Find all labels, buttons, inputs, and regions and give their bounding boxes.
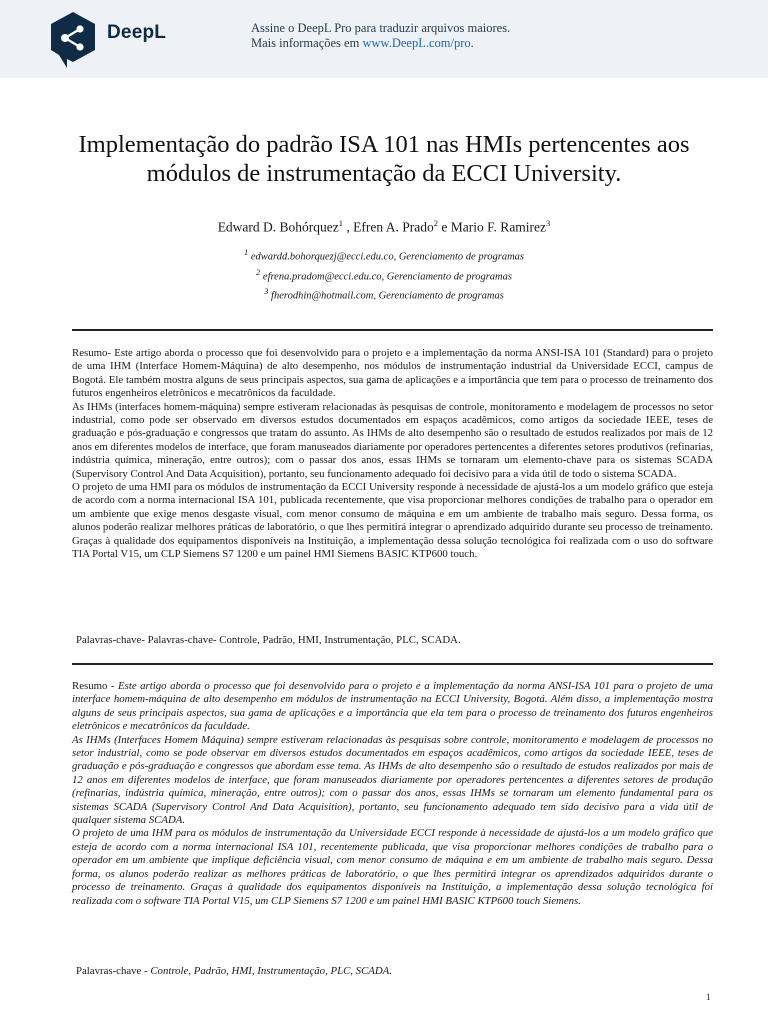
author-sup: 3 <box>546 218 551 228</box>
promo-line-1: Assine o DeepL Pro para traduzir arquivos maiores. <box>251 21 511 35</box>
abstract-2-paragraph-3: O projeto de uma IHM para os módulos de instrumentação da Universidade ECCI responde à necessidade de ajustá-los a um modelo gráfico que esteja de acordo com a norma internacional ISA 101, recentemente publicada, que visa proporcionar melhores condições de trabalho para o operador em um ambiente que implique deficiência visual, com menor consumo de máquina e em um ambiente de trabalho mais seguro. Dessa forma, os alunos poderão realizar as melhores práticas de laboratório, o que lhes permitirá integrar os aprendizados adquiridos durante o processo de treinamento. Graças à qualidade dos equipamentos disponíveis na Instituição, a implementação dessa solução tecnológica foi realizada com o software TIA Portal V15, um CLP Siemens S7 1200 e um painel HMI BASIC KTP600 touch Siemens. <box>72 827 713 907</box>
page-number: 1 <box>706 992 711 1002</box>
author-sup: 1 <box>338 218 344 228</box>
author-separator: , <box>343 219 354 235</box>
author-name: Mario F. Ramirez <box>450 219 547 235</box>
deepl-logo-text[interactable]: DeepL <box>107 22 167 43</box>
abstract-2-paragraph-1-text: Este artigo aborda o processo que foi desenvolvido para o projeto e a implementação da norma ANSI-ISA 101 para o projeto de uma interface homem-máquina de alto desempenho em módulos de instrumentação na ECCI University, Bogotá. Além disso, a implementação mostra alguns de seus principais aspectos, sua gama de aplicações e a importância que ela tem para o processo de treinamento dos futuros engenheiros eletrônicos e mecatrônicos da faculdade. <box>72 680 713 733</box>
abstract-1 <box>72 347 713 562</box>
author-name: Efren A. Prado <box>353 219 434 235</box>
affiliation-text: fherodhin@hotmail.com, Gerenciamento de programas <box>268 290 504 302</box>
affiliation-text: efrena.pradom@ecci.edu.co, Gerenciamento de programas <box>260 271 512 282</box>
abstract-2 <box>72 680 713 908</box>
affiliation-list <box>40 245 728 304</box>
abstract-1-paragraph-2: As IHMs (interfaces homem-máquina) sempre estiveram relacionadas às pesquisas de controle, monitoramento e modelagem de processos no setor industrial, como pode ser observado em diversos estudos documentados em espaços acadêmicos, como artigos da sociedade IEEE, teses de graduação e pós-graduação e congressos que tratam do assunto. As IHMs de alto desempenho são o resultado de estudos realizados por mais de 12 anos em diferentes modelos de interface, que foram manuseados diariamente por operadores pertencentes a diferentes setores produtivos (refinarias, indústria química, mineração, entre outros); com o passar dos anos, essas IHMs se tornaram um elemento-chave para os sistemas SCADA (Supervisory Control And Data Acquisition), portanto, seu funcionamento adequado foi decisivo para a vida útil de todo o sistema SCADA. <box>72 400 713 480</box>
abstract-2-label: Resumo - <box>72 680 119 692</box>
author-sup: 2 <box>433 218 439 228</box>
affiliation-sup: 3 <box>264 286 269 296</box>
keywords-2 <box>76 965 392 977</box>
affiliation-sup: 2 <box>256 266 261 277</box>
promo-line-2 <box>251 36 510 51</box>
keywords-2-label: Palavras-chave - <box>76 965 151 977</box>
promo-prefix: Mais informações em <box>251 36 363 50</box>
deepl-banner <box>0 0 768 78</box>
affiliation-text: edwardd.bohorquezj@ecci.edu.co, Gerenciamento de programas <box>248 251 525 263</box>
title-line-2: módulos de instrumentação da ECCI University. <box>146 160 622 187</box>
promo-text <box>251 21 510 51</box>
divider-top <box>72 329 713 331</box>
abstract-1-paragraph-3: O projeto de uma HMI para os módulos de instrumentação da ECCI University responde à necessidade de ajustá-los a um modelo gráfico que esteja de acordo com a norma internacional ISA 101, publicada recentemente, que visa proporcionar melhores condições de trabalho para o operador em um ambiente que exige menos desgaste visual, com menor consumo de máquina e em um ambiente de trabalho mais seguro. Dessa forma, os alunos poderão realizar melhores práticas de laboratório, o que lhes permitirá integrar o aprendizado adquirido durante seu processo de treinamento. Graças à qualidade dos equipamentos disponíveis na Instituição, a implementação dessa solução tecnológica foi realizada com o uso do software TIA Portal V15, um CLP Siemens S7 1200 e um painel HMI Siemens BASIC KTP600 touch. <box>72 481 713 561</box>
affiliation-item <box>40 245 728 265</box>
affiliation-item <box>40 265 728 285</box>
abstract-2-paragraph-2: As IHMs (Interfaces Homem Máquina) sempre estiveram relacionadas às pesquisas sobre controle, monitoramento e modelagem de processos no setor industrial, como se pode observar em diversos estudos documentados em espaços acadêmicos, como artigos da sociedade IEEE, teses de graduação e pós-graduação e congressos que abordam esse tema. As IHMs de alto desempenho são o resultado de estudos realizados por mais de 12 anos em diferentes modelos de interface, que foram manuseados diariamente por operadores pertencentes a diferentes setores de produção (refinarias, indústria química, mineração, entre outros); com o passar dos anos, essas IHMs se tornaram um elemento fundamental para os sistemas SCADA (Supervisory Control And Data Acquisition), portanto, seu funcionamento adequado tem sido decisivo para a vida útil de qualquer sistema SCADA. <box>72 733 713 827</box>
keywords-1: Palavras-chave- Palavras-chave- Controle, Padrão, HMI, Instrumentação, PLC, SCADA. <box>76 634 461 646</box>
author-name: Edward D. Bohórquez <box>217 219 339 235</box>
divider-middle <box>72 663 713 665</box>
paper-title <box>40 130 728 188</box>
affiliation-sup: 1 <box>243 247 249 257</box>
keywords-2-text: Controle, Padrão, HMI, Instrumentação, PLC, SCADA. <box>150 965 392 977</box>
author-list <box>40 218 728 236</box>
promo-suffix: . <box>470 36 474 50</box>
author-separator: e <box>438 219 451 235</box>
affiliation-item <box>40 284 728 304</box>
abstract-2-paragraph-1 <box>72 680 713 734</box>
deepl-pro-link[interactable]: www.DeepL.com/pro <box>362 36 471 50</box>
abstract-1-paragraph-1: Resumo- Este artigo aborda o processo que foi desenvolvido para o projeto e a implementação da norma ANSI-ISA 101 (Standard) para o projeto de uma IHM (Interface Homem-Máquina) de alto desempenho, nos módulos de instrumentação industrial da Universidade ECCI, campus de Bogotá. Ele também mostra alguns de seus principais aspectos, sua gama de aplicações e a importância que tem para o processo de treinamento dos futuros engenheiros eletrônicos e mecatrônicos da faculdade. <box>72 347 713 400</box>
title-line-1: Implementação do padrão ISA 101 nas HMIs pertencentes aos <box>78 131 690 158</box>
deepl-logo-icon[interactable] <box>47 10 99 68</box>
